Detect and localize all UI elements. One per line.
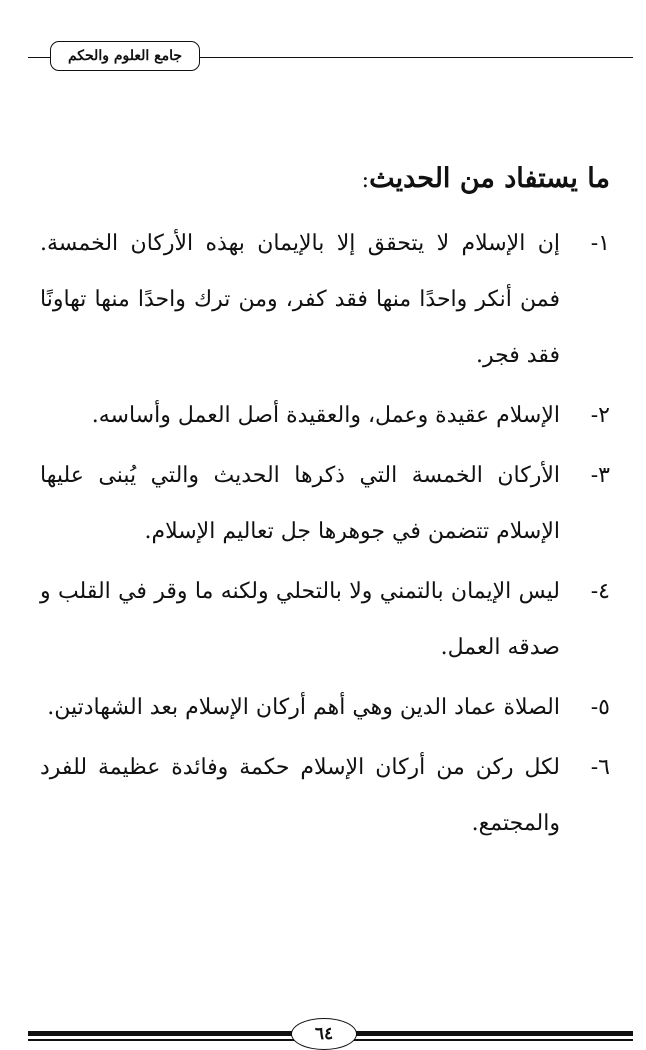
page-body — [40, 160, 610, 856]
list-item — [40, 448, 610, 560]
list-item-text: ليس الإيمان بالتمني ولا بالتحلي ولكنه ما وقر في القلب و صدقه العمل. — [40, 578, 560, 660]
list-item — [40, 388, 610, 444]
list-item — [40, 216, 610, 384]
list-item-text: إن الإسلام لا يتحقق إلا بالإيمان بهذه الأركان الخمسة. فمن أنكر واحدًا منها فقد كفر، ومن ترك واحدًا منها تهاونًا فقد فجر. — [40, 230, 560, 368]
section-heading-text: ما يستفاد من الحديث — [369, 163, 610, 194]
list-item-text: لكل ركن من أركان الإسلام حكمة وفائدة عظيمة للفرد والمجتمع. — [40, 754, 560, 836]
list-item — [40, 564, 610, 676]
section-heading-colon: : — [361, 168, 370, 193]
section-heading — [40, 160, 610, 198]
list-item — [40, 740, 610, 852]
list-item-number: ٥- — [590, 694, 610, 720]
list-item-text: الإسلام عقيدة وعمل، والعقيدة أصل العمل وأساسه. — [91, 402, 560, 428]
list-item-number: ١- — [590, 230, 610, 256]
running-header — [50, 41, 200, 71]
book-title: جامع العلوم والحكم — [67, 48, 183, 64]
list-item — [40, 680, 610, 736]
page-number-badge — [291, 1018, 357, 1050]
list-item-number: ٢- — [590, 402, 610, 428]
list-item-number: ٦- — [590, 754, 610, 780]
list-item-number: ٣- — [590, 462, 610, 488]
list-item-text: الصلاة عماد الدين وهي أهم أركان الإسلام بعد الشهادتين. — [47, 694, 560, 720]
page-number: ٦٤ — [314, 1024, 334, 1044]
list-item-text: الأركان الخمسة التي ذكرها الحديث والتي يُبنى عليها الإسلام تتضمن في جوهرها جل تعاليم الإسلام. — [40, 462, 560, 544]
list-item-number: ٤- — [590, 578, 610, 604]
